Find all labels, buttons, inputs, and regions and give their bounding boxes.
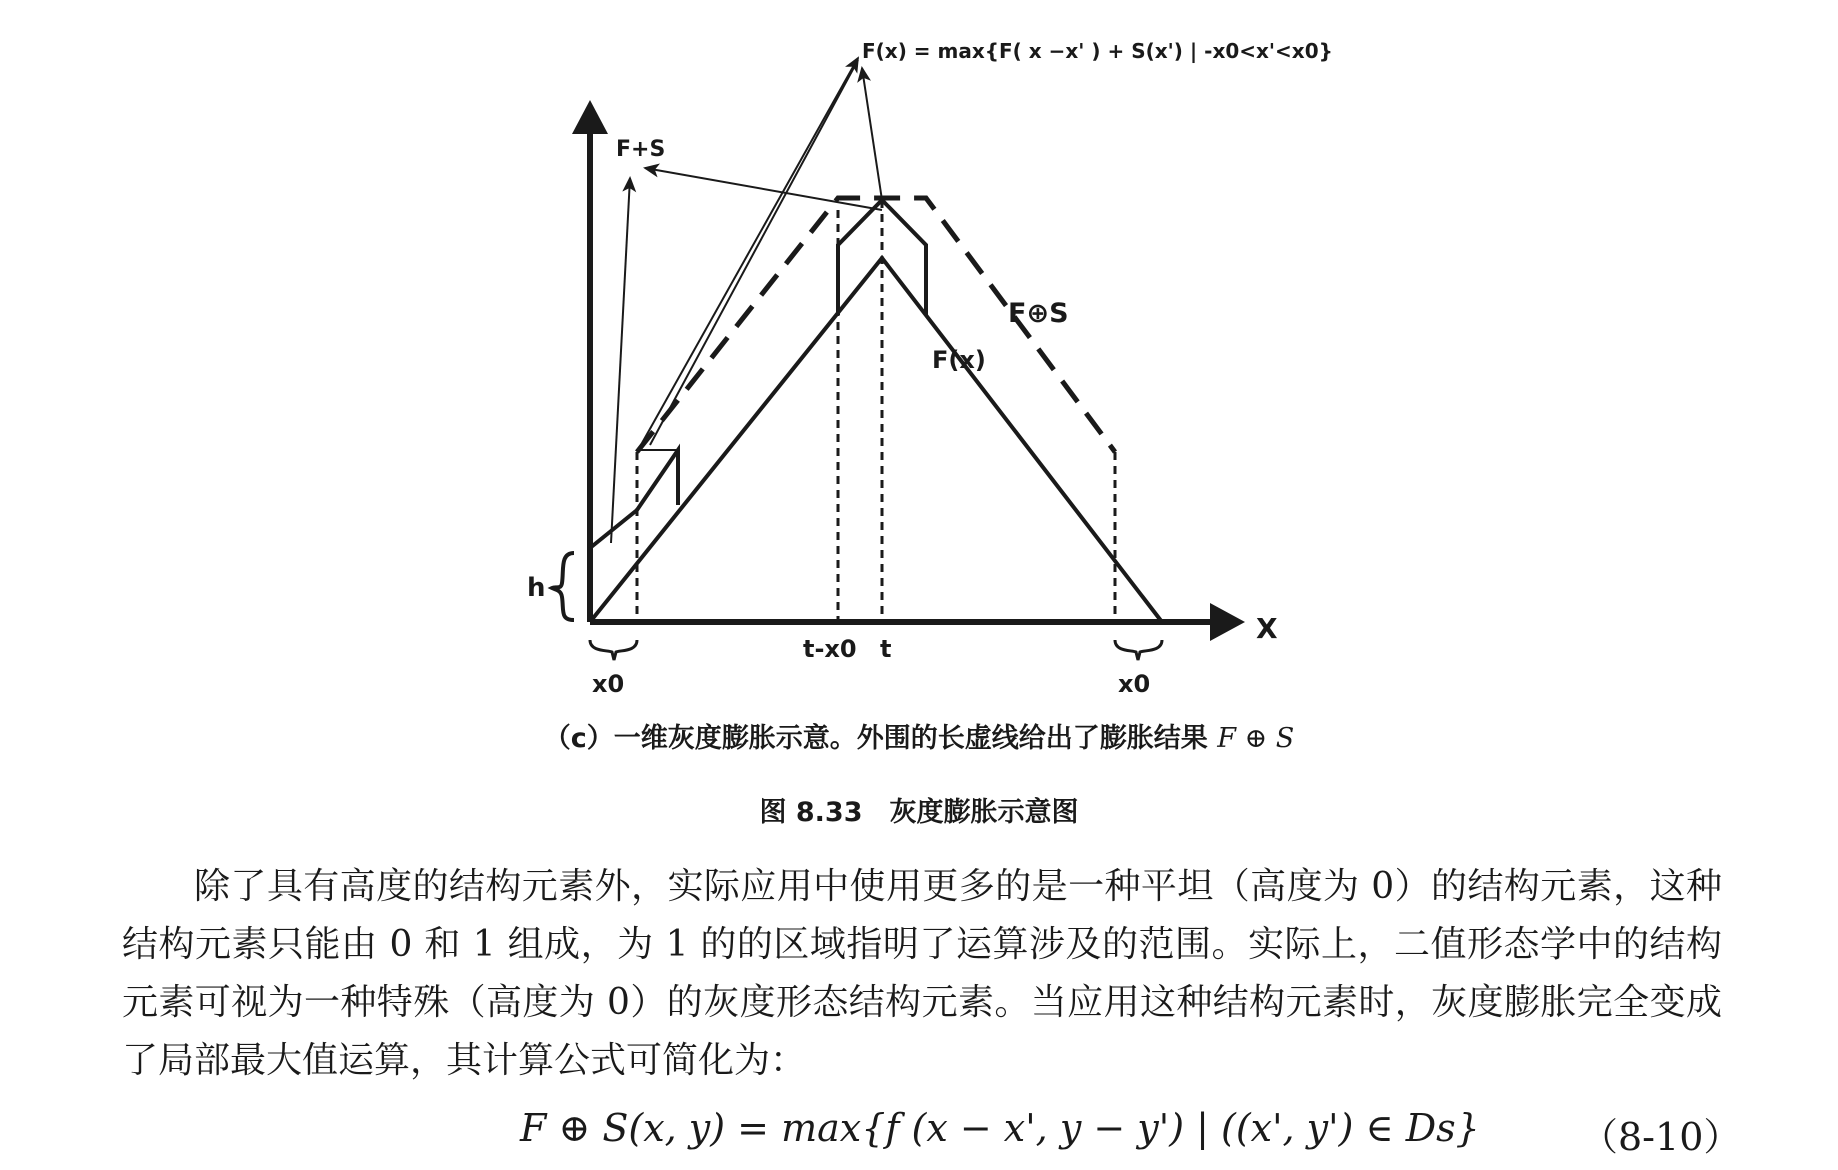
h-brace-icon (552, 553, 574, 620)
t-label: t (880, 635, 892, 663)
x-axis-arrow-icon (1210, 603, 1245, 641)
y-axis-arrow-icon (572, 100, 608, 134)
arrow-formula-a (637, 58, 858, 452)
arrow-fs-left (611, 178, 630, 543)
f-plus-s-left (590, 450, 678, 548)
x0-right-label: x0 (1118, 670, 1151, 698)
formula-label: F(x) = max{F( x −x' ) + S(x') | -x0<x'<x0} (862, 39, 1333, 63)
dilation-label: F⊕S (1008, 298, 1069, 329)
fx-curve (590, 258, 1162, 622)
h-label: h (527, 573, 546, 603)
x0-brace-left-icon (590, 640, 637, 660)
x0-left-label: x0 (592, 670, 625, 698)
fx-label: F(x) (932, 346, 986, 374)
t-minus-x0-label: t-x0 (803, 635, 857, 663)
equation-number: （8-10） (1580, 1115, 1742, 1159)
subfigure-caption-math: F ⊕ S (1217, 723, 1295, 754)
subfigure-caption (0, 716, 1838, 755)
arrow-formula-b (650, 60, 858, 445)
x0-brace-right-icon (1115, 640, 1162, 660)
x-axis-label: X (1256, 612, 1278, 645)
arrow-formula-c (862, 68, 882, 200)
body-paragraph: 除了具有高度的结构元素外，实际应用中使用更多的是一种平坦（高度为 0）的结构元素，这种结构元素只能由 0 和 1 组成，为 1 的的区域指明了运算涉及的范围。实际上，二值形态学中的结构元素可视为一种特殊（高度为 0）的灰度形态结构元素。当应用这种结构元素时，灰度膨胀完全变成了局部最大值运算，其计算公式可简化为： (122, 866, 1722, 1081)
arrow-fs-peak (645, 168, 882, 210)
equation-formula: F ⊕ S(x, y) = max{f (x − x', y − y') | ((x', y') ∈ Ds} (520, 1106, 1480, 1150)
f-plus-s-label: F+S (616, 137, 666, 162)
figure-caption: 图 8.33 灰度膨胀示意图 (759, 797, 1079, 828)
subfigure-caption-text: （c）一维灰度膨胀示意。外围的长虚线给出了膨胀结果 (543, 723, 1208, 754)
equation (0, 1100, 1838, 1159)
